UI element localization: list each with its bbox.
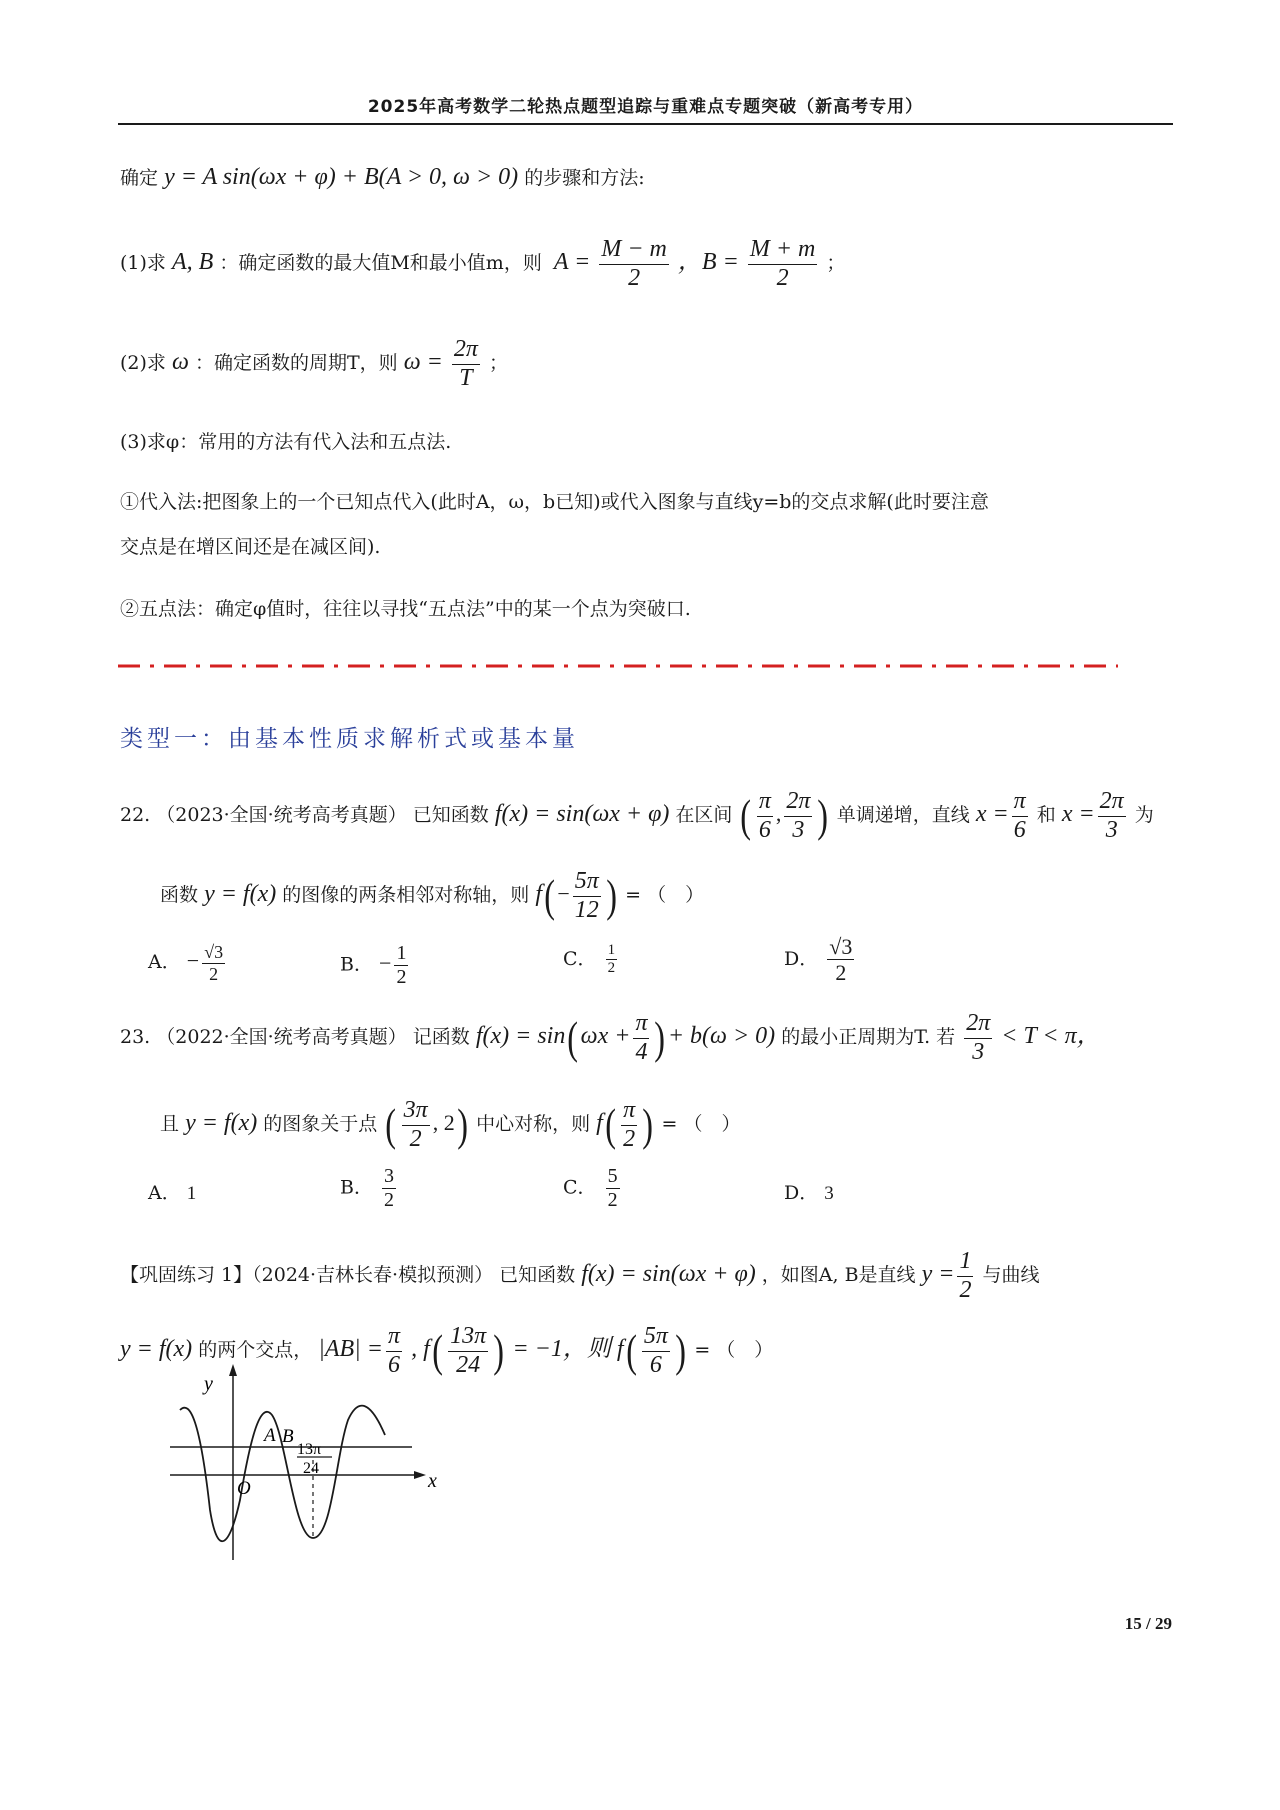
practice-f-arg1: $\frac{13\pi}{24}$: [450, 1323, 487, 1378]
q22-axis-1: $\frac{\pi}{6}$: [1013, 788, 1026, 843]
practice-source: （2024·吉林长春·模拟预测）: [252, 1264, 494, 1287]
page-number: 15 / 29: [1124, 1614, 1172, 1633]
intro-formula: y = A sin(ωx + φ) + B(A > 0, ω > 0): [164, 164, 519, 190]
substitution-method-line2: 交点是在增区间还是在减区间).: [120, 536, 381, 558]
fraction-omega: $\frac{2\pi}{T}$: [453, 336, 478, 391]
q22-option-b[interactable]: B． − $\frac{1}{2}$: [340, 942, 407, 988]
question-22-line1: 22. （2023·全国·统考高考真题） 已知函数 f(x) = sin(ωx + φ) 在区间 ( $\frac{\pi}{6}$ , $\frac{2\pi}{3}$ ) 单调递增，直线 x = $\frac{\pi}{6}$ 和 x = $\frac{2\pi}{3}$ 为: [120, 788, 1154, 843]
q22-source: （2023·全国·统考高考真题）: [156, 804, 407, 827]
substitution-method-line1: ①代入法:把图象上的一个已知点代入(此时A，ω，b已知)或代入图象与直线y=b的交点求解(此时要注意: [120, 491, 989, 513]
fraction-a: $\frac{M - m}{2}$: [601, 236, 667, 291]
practice-line2: y = f(x) 的两个交点， |AB| = $\frac{\pi}{6}$ , f( $\frac{13\pi}{24}$ ) = −1，则 f( $\frac{5\pi}{6}$ ) = （ ）: [120, 1323, 774, 1378]
practice-f-arg2: $\frac{5\pi}{6}$: [643, 1323, 668, 1378]
q22-option-a[interactable]: A． − $\frac{√3}{2}$: [148, 942, 224, 984]
step2-prefix: (2)求: [120, 352, 166, 375]
practice-ab-length: $\frac{\pi}{6}$: [387, 1323, 401, 1378]
method-intro: [120, 165, 645, 189]
q23-lower-bound: $\frac{2\pi}{3}$: [966, 1010, 991, 1065]
step-1: (1)求 A, B ：确定函数的最大值M和最小值m，则 A = $\frac{M - m}{2}$ ，B = $\frac{M + m}{2}$ ；: [120, 236, 846, 291]
q23-option-d[interactable]: D． 3: [784, 1182, 834, 1204]
graph-origin-label: O: [237, 1478, 251, 1499]
graph-mark-den: 24: [303, 1460, 319, 1477]
five-point-method: ②五点法：确定φ值时，往往以寻找“五点法”中的某一个点为突破口.: [120, 598, 691, 620]
q22-argument: $\frac{5\pi}{12}$: [574, 868, 599, 923]
question-23-line1: 23. （2022·全国·统考高考真题） 记函数 f(x) = sin(ωx + $\frac{\pi}{4}$ )+ b(ω > 0) 的最小正周期为T. 若 $\frac{2\pi}{3}$ < T < π，: [120, 1010, 1101, 1065]
q22-option-d[interactable]: D． $\frac{√3}{2}$: [784, 934, 853, 986]
fraction-b: $\frac{M + m}{2}$: [749, 236, 816, 291]
intro-prefix: 确定: [120, 167, 159, 189]
graph-mark-num: 13π: [297, 1441, 322, 1458]
y-axis-arrow: [229, 1364, 237, 1376]
q22-option-c[interactable]: C． $\frac{1}{2}$: [563, 942, 616, 977]
header-rule: [118, 123, 1173, 125]
q22-interval-b: $\frac{2\pi}{3}$: [786, 788, 811, 843]
step1-text: ：确定函数的最大值M和最小值m，则: [219, 252, 542, 275]
graph-x-label: x: [428, 1470, 437, 1492]
step1-vars: A, B: [171, 249, 214, 276]
q22-function: f(x) = sin(ωx + φ): [494, 801, 670, 828]
question-22-line2: 函数 y = f(x) 的图像的两条相邻对称轴，则 f( − $\frac{5\pi}{12}$ ) = （ ）: [160, 868, 705, 923]
question-23-line2: 且 y = f(x) 的图象关于点 ( $\frac{3\pi}{2}$ , 2) 中心对称，则 f( $\frac{\pi}{2}$ ) = （ ）: [160, 1097, 741, 1152]
intro-suffix: 的步骤和方法:: [524, 167, 645, 189]
q22-interval-a: $\frac{\pi}{6}$: [758, 788, 771, 843]
q23-option-c[interactable]: C． $\frac{5}{2}$: [563, 1165, 618, 1211]
document-header: 2025年高考数学二轮热点题型追踪与重难点专题突破（新高考专用）: [367, 97, 924, 117]
q23-argument: $\frac{\pi}{2}$: [623, 1097, 636, 1152]
practice-tag: 【巩固练习 1】: [120, 1264, 253, 1287]
q23-source: （2022·全国·统考高考真题）: [156, 1026, 407, 1049]
x-axis-arrow: [414, 1471, 426, 1479]
sine-graph: [160, 1360, 460, 1570]
step1-prefix: (1)求: [120, 252, 166, 275]
step2-var: ω: [171, 349, 189, 376]
graph-point-b-label: B: [282, 1426, 294, 1447]
q23-option-b[interactable]: B． $\frac{3}{2}$: [340, 1165, 395, 1211]
q23-number: 23.: [120, 1026, 151, 1049]
practice-line1: 【巩固练习 1】（2024·吉林长春·模拟预测） 已知函数 f(x) = sin(ωx + φ) ，如图A, B是直线 y = $\frac{1}{2}$ 与曲线: [120, 1248, 1040, 1303]
section-title: 类型一：由基本性质求解析式或基本量: [120, 726, 579, 752]
q23-option-a[interactable]: A． 1: [148, 1182, 197, 1204]
q23-center-point: $\frac{3\pi}{2}$: [403, 1097, 428, 1152]
practice-function: f(x) = sin(ωx + φ): [581, 1261, 756, 1288]
graph-y-label: y: [204, 1373, 213, 1395]
step2-text: ：确定函数的周期T，则: [194, 352, 398, 375]
graph-point-a-label: A: [264, 1425, 276, 1446]
section-divider: [118, 662, 1118, 670]
step-2: (2)求 ω ：确定函数的周期T，则 ω = $\frac{2\pi}{T}$ ；: [120, 336, 508, 391]
step-3: (3)求φ：常用的方法有代入法和五点法.: [120, 431, 452, 453]
q22-number: 22.: [120, 804, 151, 827]
q22-axis-2: $\frac{2\pi}{3}$: [1099, 788, 1124, 843]
